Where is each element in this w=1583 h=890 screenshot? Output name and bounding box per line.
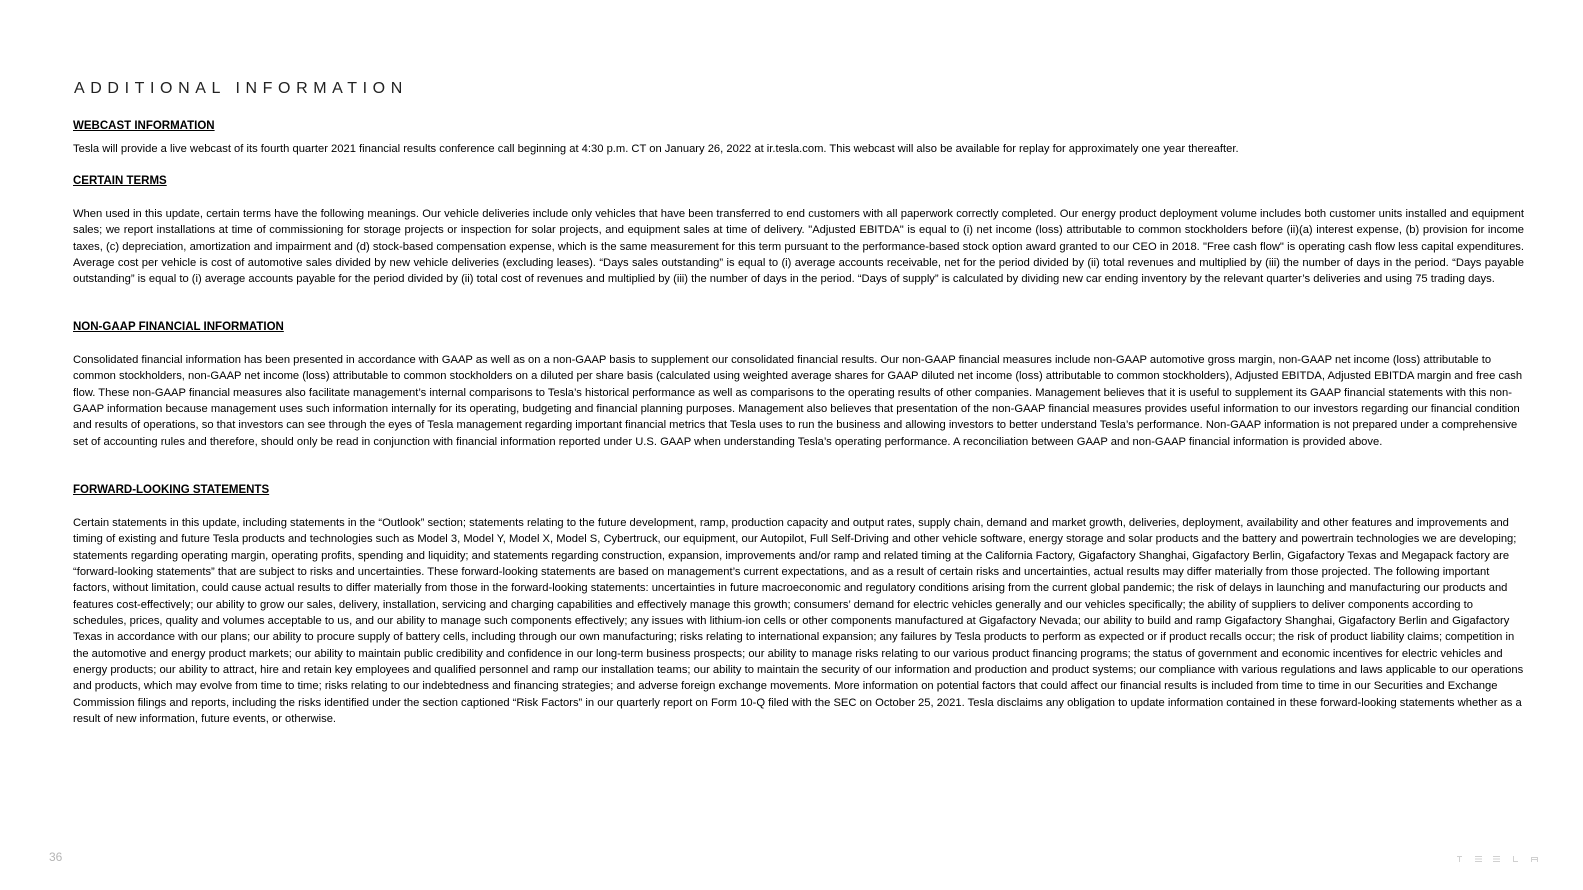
section-body-certain-terms: When used in this update, certain terms have the following meanings. Our vehicle deliveries include only vehicles that have been transferred to end customers with all paperwork correctly completed. Our energy product deployment volume includes both customer units installed and equipment sales; we report installations at time of commissioning for storage projects or inspection for solar projects, and equipment sales at time of delivery. "Adjusted EBITDA" is equal to (i) net income (loss) attributable to common stockholders before (ii)(a) interest expense, (b) provision for income taxes, (c) depreciation, amortization and impairment and (d) stock-based compensation expense, which is the same measurement for this term pursuant to the performance-based stock option award granted to our CEO in 2018. "Free cash flow" is operating cash flow less capital expenditures. Average cost per vehicle is cost of automotive sales divided by new vehicle deliveries (excluding leases). “Days sales outstanding” is equal to (i) average accounts receivable, net for the period divided by (ii) total revenues and multiplied by (iii) the number of days in the period. “Days payable outstanding” is equal to (i) average accounts payable for the period divided by (ii) total cost of revenues and multiplied by (iii) the number of days in the period. “Days of supply” is calculated by dividing new car ending inventory by the relevant quarter’s deliveries and using 75 trading days. bbox=[73, 208, 1524, 286]
section-heading-webcast: WEBCAST INFORMATION bbox=[73, 120, 215, 132]
section-body-forward-looking: Certain statements in this update, including statements in the “Outlook” section; statements relating to the future development, ramp, production capacity and output rates, supply chain, demand and market growth, deliveries, deployment, availability and other features and improvements and timing of existing and future Tesla products and technologies such as Model 3, Model Y, Model X, Model S, Cybertruck, our equipment, our Autopilot, Full Self-Driving and other vehicle software, energy storage and solar products and the battery and powertrain technologies we are developing; statements regarding operating margin, operating profits, spending and liquidity; and statements regarding construction, expansion, improvements and/or ramp and related timing at the California Factory, Gigafactory Shanghai, Gigafactory Berlin, Gigafactory Texas and Megapack factory are “forward-looking statements” that are subject to risks and uncertainties. These forward-looking statements are based on management’s current expectations, and as a result of certain risks and uncertainties, actual results may differ materially from those projected. The following important factors, without limitation, could cause actual results to differ materially from those in the forward-looking statements: uncertainties in future macroeconomic and regulatory conditions arising from the current global pandemic; the risk of delays in launching and manufacturing our products and features cost-effectively; our ability to grow our sales, delivery, installation, servicing and charging capabilities and effectively manage this growth; consumers’ demand for electric vehicles generally and our vehicles specifically; the ability of suppliers to deliver components according to schedules, prices, quality and volumes acceptable to us, and our ability to manage such components effectively; any issues with lithium-ion cells or other components manufactured at Gigafactory Nevada; our ability to build and ramp Gigafactory Shanghai, Gigafactory Berlin and Gigafactory Texas in accordance with our plans; our ability to procure supply of battery cells, including through our own manufacturing; risks relating to international expansion; any failures by Tesla products to perform as expected or if product recalls occur; the risk of product liability claims; competition in the automotive and energy product markets; our ability to maintain public credibility and confidence in our long-term business prospects; our ability to manage risks relating to our various product financing programs; the status of government and economic incentives for electric vehicles and energy products; our ability to attract, hire and retain key employees and qualified personnel and ramp our installation teams; our ability to maintain the security of our information and production and product systems; our compliance with various regulations and laws applicable to our operations and products, which may evolve from time to time; risks relating to our indebtedness and financing strategies; and adverse foreign exchange movements. More information on potential factors that could affect our financial results is included from time to time in our Securities and Exchange Commission filings and reports, including the risks identified under the section captioned “Risk Factors” in our quarterly report on Form 10-Q filed with the SEC on October 25, 2021. Tesla disclaims any obligation to update information contained in these forward-looking statements whether as a result of new information, future events, or otherwise. bbox=[73, 517, 1524, 726]
page-number: 36 bbox=[49, 850, 63, 864]
section-heading-certain-terms: CERTAIN TERMS bbox=[73, 175, 167, 187]
section-heading-forward-looking: FORWARD-LOOKING STATEMENTS bbox=[73, 484, 270, 496]
section-body-webcast: Tesla will provide a live webcast of its fourth quarter 2021 financial results conference call beginning at 4:30 p.m. CT on January 26, 2022 at ir.tesla.com. This webcast will also be available for replay for approximately one year thereafter. bbox=[73, 143, 1239, 155]
page-title: ADDITIONAL INFORMATION bbox=[74, 80, 408, 97]
tesla-wordmark-icon bbox=[1457, 856, 1547, 862]
section-heading-non-gaap: NON-GAAP FINANCIAL INFORMATION bbox=[73, 321, 284, 333]
section-body-non-gaap: Consolidated financial information has been presented in accordance with GAAP as well as on a non-GAAP basis to supplement our consolidated financial results. Our non-GAAP financial measures include non-GAAP automotive gross margin, non-GAAP net income (loss) attributable to common stockholders, non-GAAP net income (loss) attributable to common stockholders on a diluted per share basis (calculated using weighted average shares for GAAP diluted net income (loss) attributable to common stockholders), Adjusted EBITDA, Adjusted EBITDA margin and free cash flow. These non-GAAP financial measures also facilitate management’s internal comparisons to Tesla’s historical performance as well as comparisons to the operating results of other companies. Management believes that it is useful to supplement its GAAP financial statements with this non-GAAP information because management uses such information internally for its operating, budgeting and financial planning purposes. Management also believes that presentation of the non-GAAP financial measures provides useful information to our investors regarding our financial condition and results of operations, so that investors can see through the eyes of Tesla management regarding important financial metrics that Tesla uses to run the business and allowing investors to better understand Tesla’s performance. Non-GAAP information is not prepared under a comprehensive set of accounting rules and therefore, should only be read in conjunction with financial information reported under U.S. GAAP when understanding Tesla’s operating performance. A reconciliation between GAAP and non-GAAP financial information is provided above. bbox=[73, 354, 1523, 448]
